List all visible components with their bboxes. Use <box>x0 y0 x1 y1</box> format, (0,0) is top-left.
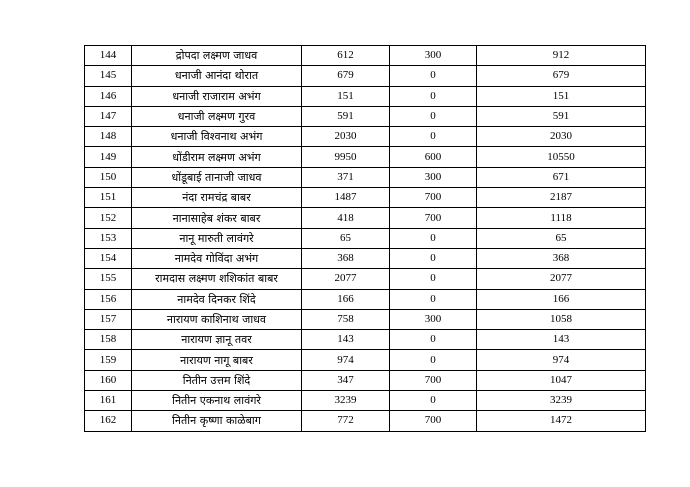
table-row <box>85 167 646 187</box>
name-cell: नामदेव दिनकर शिंदे <box>132 289 302 309</box>
name-cell: नामदेव गोविंदा अभंग <box>132 248 302 268</box>
name-cell: नानासाहेब शंकर बाबर <box>132 208 302 228</box>
amount-a-cell: 9950 <box>302 147 390 167</box>
serial-number-cell: 144 <box>85 46 132 66</box>
table-row <box>85 289 646 309</box>
amount-b-cell: 0 <box>390 86 477 106</box>
total-cell: 166 <box>477 289 646 309</box>
serial-number-cell: 156 <box>85 289 132 309</box>
serial-number-cell: 149 <box>85 147 132 167</box>
total-cell: 2077 <box>477 269 646 289</box>
serial-number-cell: 157 <box>85 309 132 329</box>
amount-a-cell: 2077 <box>302 269 390 289</box>
name-cell: नारायण ज्ञानू तवर <box>132 330 302 350</box>
amount-b-cell: 700 <box>390 188 477 208</box>
serial-number-cell: 148 <box>85 127 132 147</box>
name-cell: धनाजी आनंदा थोरात <box>132 66 302 86</box>
table-row <box>85 127 646 147</box>
total-cell: 1472 <box>477 411 646 431</box>
table-row <box>85 391 646 411</box>
amount-b-cell: 700 <box>390 370 477 390</box>
table-row <box>85 106 646 126</box>
amount-a-cell: 1487 <box>302 188 390 208</box>
total-cell: 65 <box>477 228 646 248</box>
total-cell: 1118 <box>477 208 646 228</box>
amount-a-cell: 3239 <box>302 391 390 411</box>
amount-b-cell: 700 <box>390 208 477 228</box>
amount-a-cell: 758 <box>302 309 390 329</box>
amount-b-cell: 0 <box>390 330 477 350</box>
amount-b-cell: 300 <box>390 309 477 329</box>
amount-b-cell: 0 <box>390 269 477 289</box>
total-cell: 10550 <box>477 147 646 167</box>
table-row <box>85 370 646 390</box>
table-row <box>85 411 646 431</box>
table-row <box>85 269 646 289</box>
serial-number-cell: 154 <box>85 248 132 268</box>
amount-a-cell: 368 <box>302 248 390 268</box>
table-row <box>85 208 646 228</box>
total-cell: 151 <box>477 86 646 106</box>
serial-number-cell: 151 <box>85 188 132 208</box>
amount-a-cell: 371 <box>302 167 390 187</box>
serial-number-cell: 150 <box>85 167 132 187</box>
name-cell: नारायण नागू बाबर <box>132 350 302 370</box>
amount-a-cell: 772 <box>302 411 390 431</box>
name-cell: रामदास लक्ष्मण शशिकांत बाबर <box>132 269 302 289</box>
amount-b-cell: 0 <box>390 228 477 248</box>
amount-a-cell: 418 <box>302 208 390 228</box>
serial-number-cell: 159 <box>85 350 132 370</box>
amount-a-cell: 143 <box>302 330 390 350</box>
total-cell: 591 <box>477 106 646 126</box>
name-cell: नितीन एकनाथ लावंगरे <box>132 391 302 411</box>
amount-a-cell: 974 <box>302 350 390 370</box>
amount-a-cell: 612 <box>302 46 390 66</box>
table-row <box>85 350 646 370</box>
total-cell: 912 <box>477 46 646 66</box>
name-cell: नानू मारुती लावंगरे <box>132 228 302 248</box>
total-cell: 368 <box>477 248 646 268</box>
table-row <box>85 66 646 86</box>
table-row <box>85 46 646 66</box>
table-row <box>85 330 646 350</box>
name-cell: धनाजी राजाराम अभंग <box>132 86 302 106</box>
amount-b-cell: 300 <box>390 46 477 66</box>
amount-a-cell: 347 <box>302 370 390 390</box>
amount-b-cell: 600 <box>390 147 477 167</box>
total-cell: 974 <box>477 350 646 370</box>
amount-b-cell: 0 <box>390 248 477 268</box>
serial-number-cell: 161 <box>85 391 132 411</box>
total-cell: 1047 <box>477 370 646 390</box>
serial-number-cell: 147 <box>85 106 132 126</box>
table-row <box>85 228 646 248</box>
total-cell: 143 <box>477 330 646 350</box>
serial-number-cell: 153 <box>85 228 132 248</box>
amount-b-cell: 700 <box>390 411 477 431</box>
total-cell: 679 <box>477 66 646 86</box>
name-cell: धनाजी लक्ष्मण गुरव <box>132 106 302 126</box>
amount-a-cell: 591 <box>302 106 390 126</box>
records-table-body <box>85 46 646 432</box>
name-cell: नितीन उत्तम शिंदे <box>132 370 302 390</box>
amount-b-cell: 0 <box>390 106 477 126</box>
amount-b-cell: 0 <box>390 127 477 147</box>
records-table <box>84 45 646 432</box>
name-cell: द्रोपदा लक्ष्मण जाधव <box>132 46 302 66</box>
serial-number-cell: 145 <box>85 66 132 86</box>
amount-b-cell: 0 <box>390 391 477 411</box>
name-cell: नितीन कृष्णा काळेबाग <box>132 411 302 431</box>
amount-a-cell: 151 <box>302 86 390 106</box>
serial-number-cell: 152 <box>85 208 132 228</box>
name-cell: नंदा रामचंद्र बाबर <box>132 188 302 208</box>
table-row <box>85 147 646 167</box>
amount-a-cell: 65 <box>302 228 390 248</box>
serial-number-cell: 155 <box>85 269 132 289</box>
name-cell: धनाजी विश्वनाथ अभंग <box>132 127 302 147</box>
name-cell: धोंडूबाई तानाजी जाधव <box>132 167 302 187</box>
serial-number-cell: 160 <box>85 370 132 390</box>
amount-a-cell: 679 <box>302 66 390 86</box>
amount-a-cell: 166 <box>302 289 390 309</box>
amount-b-cell: 300 <box>390 167 477 187</box>
total-cell: 2030 <box>477 127 646 147</box>
name-cell: धोंडीराम लक्ष्मण अभंग <box>132 147 302 167</box>
total-cell: 2187 <box>477 188 646 208</box>
amount-b-cell: 0 <box>390 289 477 309</box>
name-cell: नारायण काशिनाथ जाधव <box>132 309 302 329</box>
total-cell: 1058 <box>477 309 646 329</box>
serial-number-cell: 162 <box>85 411 132 431</box>
amount-a-cell: 2030 <box>302 127 390 147</box>
table-row <box>85 188 646 208</box>
table-row <box>85 86 646 106</box>
serial-number-cell: 158 <box>85 330 132 350</box>
table-row <box>85 309 646 329</box>
total-cell: 671 <box>477 167 646 187</box>
serial-number-cell: 146 <box>85 86 132 106</box>
amount-b-cell: 0 <box>390 350 477 370</box>
total-cell: 3239 <box>477 391 646 411</box>
amount-b-cell: 0 <box>390 66 477 86</box>
table-row <box>85 248 646 268</box>
